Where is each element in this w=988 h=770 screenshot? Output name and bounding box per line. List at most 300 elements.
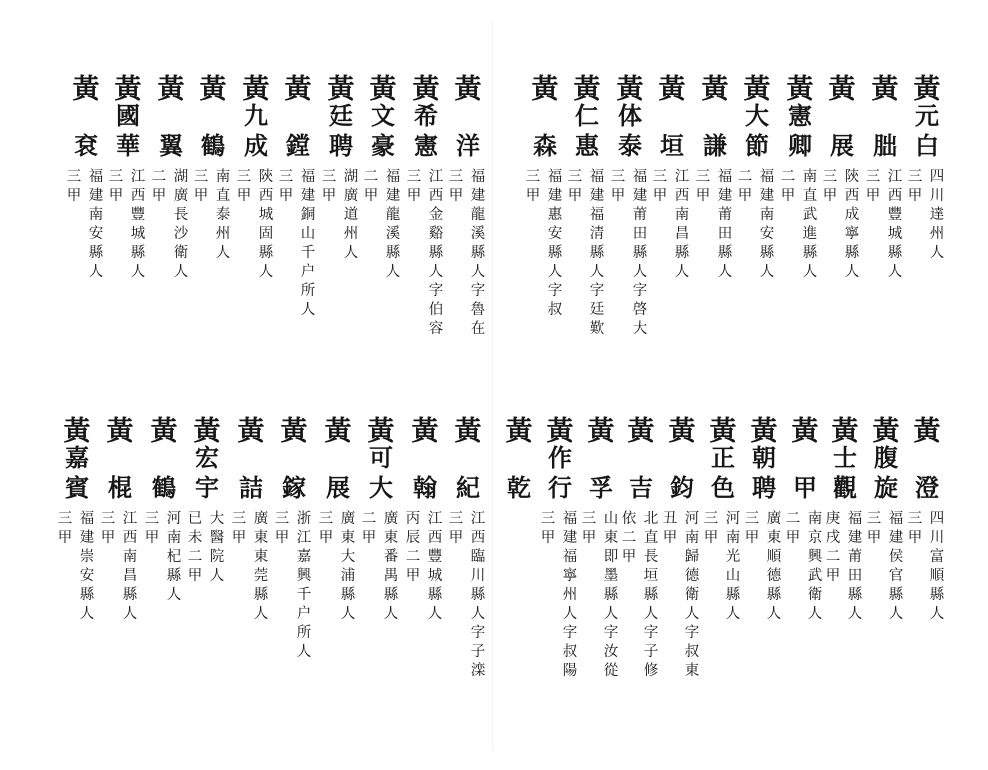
surname-char: 黃 [106,416,134,447]
native-place-char: 興 [807,549,823,565]
native-place-char: 山 [603,511,619,527]
surname-char: 黃 [587,416,615,447]
courtesy-name-char: 字 [603,625,619,641]
native-place-char: 東 [340,530,356,546]
native-place-char: 縣 [929,587,945,603]
surname-char: 黃 [284,74,312,105]
courtesy-name-char: 伯 [428,302,444,318]
courtesy-name-char: 廷 [589,302,605,318]
given-name-char: 洋 [456,131,480,160]
native-place-char: 縣 [166,568,182,584]
native-place-char: 人 [343,245,359,261]
courtesy-name-char: 子 [643,644,659,660]
native-place-char: 縣 [725,587,741,603]
courtesy-name-char: 陽 [562,663,578,679]
courtesy-name-char: 字 [632,283,648,299]
native-place-char: 人 [929,606,945,622]
given-name-char: 成 [244,131,268,160]
exam-rank-char: 甲 [907,530,923,546]
exam-rank-char: 二 [405,549,421,565]
given-name-char: 乾 [507,473,531,502]
exam-rank-char: 三 [231,511,247,527]
surname-char: 黃 [193,416,221,447]
native-place-char: 人 [684,606,700,622]
given-name-char: 色 [711,473,735,502]
native-place-char: 人 [929,245,945,261]
native-place-char: 南 [725,530,741,546]
native-place-char: 縣 [766,587,782,603]
native-place-char: 人 [847,606,863,622]
native-place-char: 四 [929,169,945,185]
exam-rank-char: 二 [825,549,841,565]
exam-rank-char: 甲 [610,188,626,204]
native-place-char: 廣 [383,511,399,527]
exam-rank-char: 甲 [825,568,841,584]
native-place-char: 人 [79,606,95,622]
native-place-char: 東 [253,530,269,546]
native-place-char: 長 [173,207,189,223]
native-place-char: 户 [300,264,316,280]
native-place-char: 縣 [383,587,399,603]
native-place-char: 南 [802,169,818,185]
given-name-char: 鈞 [670,473,694,502]
exam-rank-char: 甲 [363,188,379,204]
given-name-char: 九 [244,101,268,130]
given-name-char: 可 [369,443,393,472]
surname-char: 黃 [150,416,178,447]
exam-rank-char: 三 [907,511,923,527]
courtesy-name-char: 大 [632,321,648,337]
surname-char: 黃 [701,74,729,105]
courtesy-name-char: 字 [562,625,578,641]
native-place-char: 豐 [130,207,146,223]
native-place-char: 河 [166,511,182,527]
native-place-char: 縣 [643,587,659,603]
native-place-char: 浙 [296,511,312,527]
native-place-char: 人 [296,644,312,660]
exam-rank-char: 三 [66,169,82,185]
exam-rank-char: 甲 [780,188,796,204]
surname-char: 黃 [750,416,778,447]
native-place-char: 縣 [79,587,95,603]
native-place-char: 人 [802,264,818,280]
native-place-char: 墨 [603,568,619,584]
native-place-char: 官 [888,568,904,584]
given-name-char: 澄 [915,473,939,502]
native-place-char: 京 [807,530,823,546]
exam-rank-char: 戌 [825,530,841,546]
native-place-char: 垣 [643,568,659,584]
native-place-char: 千 [296,587,312,603]
native-place-char: 建 [385,188,401,204]
given-name-char: 憲 [414,131,438,160]
native-place-char: 縣 [88,245,104,261]
native-place-char: 四 [929,511,945,527]
native-place-char: 直 [643,530,659,546]
native-place-char: 武 [807,568,823,584]
native-place-char: 沙 [173,226,189,242]
courtesy-name-char: 修 [643,663,659,679]
native-place-char: 人 [717,264,733,280]
courtesy-name-char: 字 [470,625,486,641]
exam-rank-char: 甲 [567,188,583,204]
native-place-char: 人 [632,264,648,280]
native-place-char: 安 [759,226,775,242]
native-place-char: 溪 [470,226,486,242]
exam-rank-char: 甲 [662,530,678,546]
native-place-char: 州 [343,226,359,242]
given-name-char: 正 [711,443,735,472]
native-place-char: 南 [88,207,104,223]
native-place-char: 河 [725,511,741,527]
native-place-char: 人 [173,264,189,280]
exam-rank-char: 三 [193,169,209,185]
surname-char: 黃 [157,74,185,105]
entry-column [229,418,273,718]
native-place-char: 福 [547,169,563,185]
given-name-char: 賓 [65,473,89,502]
exam-rank-char: 甲 [822,188,838,204]
native-place-char: 福 [562,549,578,565]
courtesy-name-char: 汝 [603,644,619,660]
native-place-char: 福 [888,511,904,527]
surname-char: 黃 [786,74,814,105]
native-place-char: 田 [717,226,733,242]
native-place-char: 千 [300,245,316,261]
exam-rank-char: 三 [57,511,73,527]
native-place-char: 川 [470,568,486,584]
given-name-char: 行 [548,473,572,502]
surname-char: 黃 [114,74,142,105]
native-place-char: 廣 [343,188,359,204]
native-place-char: 人 [253,606,269,622]
native-place-char: 建 [547,188,563,204]
native-place-char: 德 [766,568,782,584]
given-name-char: 鎵 [282,473,306,502]
native-place-char: 縣 [802,245,818,261]
surname-char: 黃 [199,74,227,105]
native-place-char: 人 [258,264,274,280]
native-place-char: 縣 [122,587,138,603]
native-place-char: 直 [215,188,231,204]
native-place-char: 福 [88,169,104,185]
entry-column [446,418,490,718]
native-place-char: 城 [130,226,146,242]
native-place-char: 人 [603,606,619,622]
native-place-char: 江 [427,511,443,527]
native-place-char: 廣 [253,511,269,527]
native-place-char: 寧 [562,568,578,584]
native-place-char: 縣 [258,245,274,261]
exam-rank-char: 甲 [540,530,556,546]
native-place-char: 福 [717,169,733,185]
native-place-char: 所 [300,283,316,299]
exam-rank-char: 三 [144,511,160,527]
given-name-char: 希 [414,101,438,130]
native-place-char: 進 [802,226,818,242]
courtesy-name-char: 字 [589,283,605,299]
surname-char: 黃 [531,74,559,105]
native-place-char: 建 [470,188,486,204]
native-place-char: 醫 [209,530,225,546]
exam-rank-char: 甲 [187,568,203,584]
given-name-char: 袞 [74,131,98,160]
native-place-char: 臨 [470,549,486,565]
native-place-char: 人 [807,606,823,622]
courtesy-name-char: 啓 [632,302,648,318]
exam-rank-char: 三 [567,169,583,185]
native-place-char: 人 [428,264,444,280]
given-name-char: 体 [618,101,642,130]
native-place-char: 人 [766,606,782,622]
given-name-char: 作 [548,443,572,472]
native-place-char: 城 [258,207,274,223]
surname-char: 黃 [454,74,482,105]
courtesy-name-char: 字 [643,625,659,641]
native-place-char: 順 [929,568,945,584]
exam-rank-char: 三 [540,511,556,527]
exam-rank-char: 甲 [405,568,421,584]
native-place-char: 直 [802,188,818,204]
native-place-char: 縣 [847,587,863,603]
native-place-char: 昌 [674,226,690,242]
given-name-char: 觀 [833,473,857,502]
given-name-char: 展 [830,131,854,160]
native-place-char: 人 [88,264,104,280]
native-place-char: 建 [300,188,316,204]
exam-rank-char: 三 [695,169,711,185]
native-place-char: 人 [385,264,401,280]
given-name-char: 仁 [575,101,599,130]
surname-char: 黃 [913,74,941,105]
exam-rank-char: 二 [785,511,801,527]
native-place-char: 長 [643,549,659,565]
exam-rank-char: 甲 [621,549,637,565]
native-place-char: 人 [674,264,690,280]
surname-char: 黃 [324,416,352,447]
entry-column [359,418,403,718]
entry-column [316,418,360,718]
native-place-char: 人 [547,264,563,280]
native-place-char: 安 [88,226,104,242]
native-place-char: 建 [88,188,104,204]
native-place-char: 莞 [253,568,269,584]
native-place-char: 大 [209,511,225,527]
native-place-char: 人 [470,606,486,622]
native-place-char: 陝 [844,169,860,185]
native-place-char: 福 [759,169,775,185]
native-place-char: 武 [802,207,818,223]
native-place-char: 田 [632,226,648,242]
exam-rank-char: 甲 [865,188,881,204]
exam-rank-char: 甲 [274,530,290,546]
courtesy-name-char: 魯 [470,302,486,318]
native-place-char: 南 [122,549,138,565]
native-place-char: 東 [383,530,399,546]
native-place-char: 建 [759,188,775,204]
native-place-char: 田 [847,568,863,584]
exam-rank-char: 三 [236,169,252,185]
native-place-char: 建 [79,530,95,546]
native-place-char: 光 [725,549,741,565]
given-name-char: 腹 [874,443,898,472]
exam-rank-char: 甲 [318,530,334,546]
surname-char: 黃 [369,74,397,105]
native-place-char: 縣 [427,587,443,603]
surname-char: 黃 [616,74,644,105]
exam-rank-char: 三 [907,169,923,185]
native-place-char: 江 [296,530,312,546]
exam-rank-char: 三 [274,511,290,527]
exam-rank-char: 甲 [448,530,464,546]
native-place-char: 人 [887,264,903,280]
surname-char: 黃 [872,416,900,447]
native-place-char: 人 [470,264,486,280]
exam-rank-char: 甲 [231,530,247,546]
surname-char: 黃 [573,74,601,105]
native-place-char: 莆 [717,207,733,223]
native-place-char: 福 [632,169,648,185]
exam-rank-char: 甲 [744,530,760,546]
surname-char: 黃 [791,416,819,447]
native-place-char: 惠 [547,207,563,223]
given-name-char: 國 [116,101,140,130]
given-name-char: 廷 [329,101,353,130]
given-name-char: 展 [326,473,350,502]
native-place-char: 人 [209,568,225,584]
native-place-char: 縣 [340,587,356,603]
native-place-char: 福 [589,207,605,223]
native-place-char: 成 [844,207,860,223]
given-name-char: 森 [533,131,557,160]
native-place-char: 固 [258,226,274,242]
exam-rank-char: 三 [321,169,337,185]
exam-rank-char: 二 [621,530,637,546]
native-place-char: 福 [300,169,316,185]
given-name-char: 泰 [618,131,642,160]
native-place-char: 江 [122,511,138,527]
native-place-char: 禺 [383,568,399,584]
native-place-char: 州 [562,587,578,603]
native-place-char: 南 [759,207,775,223]
native-place-char: 南 [807,511,823,527]
given-name-char: 朏 [873,131,897,160]
exam-rank-char: 甲 [866,530,882,546]
exam-rank-char: 依 [621,511,637,527]
native-place-char: 人 [122,606,138,622]
exam-rank-char: 甲 [652,188,668,204]
native-place-char: 西 [428,188,444,204]
courtesy-name-char: 字 [428,283,444,299]
courtesy-name-char: 子 [470,644,486,660]
surname-char: 黃 [411,416,439,447]
native-place-char: 福 [562,511,578,527]
entry-column [142,418,186,718]
native-place-char: 州 [929,226,945,242]
native-place-char: 衛 [807,587,823,603]
native-place-char: 昌 [122,568,138,584]
native-place-char: 人 [215,245,231,261]
given-name-char: 紀 [456,473,480,502]
exam-rank-char: 三 [318,511,334,527]
native-place-char: 所 [296,625,312,641]
native-place-char: 縣 [759,245,775,261]
native-place-char: 江 [674,169,690,185]
given-name-char: 甲 [793,473,817,502]
native-place-char: 人 [340,606,356,622]
courtesy-name-char: 從 [603,663,619,679]
given-name-char: 華 [116,131,140,160]
native-place-char: 寧 [844,226,860,242]
exam-rank-char: 二 [151,169,167,185]
exam-rank-char: 三 [406,169,422,185]
courtesy-name-char: 歎 [589,321,605,337]
given-name-char: 卿 [788,131,812,160]
native-place-char: 縣 [844,245,860,261]
native-place-char: 江 [428,169,444,185]
courtesy-name-char: 滦 [470,663,486,679]
native-place-char: 户 [296,606,312,622]
native-place-char: 西 [844,188,860,204]
native-place-char: 西 [122,530,138,546]
exam-rank-char: 三 [448,169,464,185]
native-place-char: 福 [847,511,863,527]
native-place-char: 西 [130,188,146,204]
given-name-char: 翰 [413,473,437,502]
exam-rank-char: 三 [448,511,464,527]
native-place-char: 安 [79,568,95,584]
exam-rank-char: 甲 [278,188,294,204]
native-place-char: 廣 [340,511,356,527]
native-place-char: 院 [209,549,225,565]
surname-char: 黃 [367,416,395,447]
native-place-char: 江 [887,169,903,185]
native-place-char: 縣 [385,245,401,261]
surname-char: 黃 [913,416,941,447]
native-place-char: 廣 [173,188,189,204]
courtesy-name-char: 字 [470,283,486,299]
native-place-char: 人 [427,606,443,622]
native-place-char: 順 [766,549,782,565]
given-name-char: 孚 [589,473,613,502]
native-place-char: 人 [759,264,775,280]
given-name-char: 鶴 [152,473,176,502]
surname-char: 黃 [63,416,91,447]
native-place-char: 人 [643,606,659,622]
native-place-char: 建 [562,530,578,546]
surname-char: 黃 [627,416,655,447]
native-place-char: 城 [887,226,903,242]
surname-char: 黃 [546,416,574,447]
native-place-char: 縣 [603,587,619,603]
native-place-char: 縣 [674,245,690,261]
surname-char: 黃 [505,416,533,447]
native-place-char: 豐 [427,549,443,565]
native-place-char: 川 [929,530,945,546]
surname-char: 黃 [871,74,899,105]
native-place-char: 西 [470,530,486,546]
native-place-char: 龍 [470,207,486,223]
given-name-char: 鏜 [286,131,310,160]
native-place-char: 金 [428,207,444,223]
given-name-char: 鶴 [201,131,225,160]
native-place-char: 人 [300,302,316,318]
native-place-char: 建 [847,530,863,546]
surname-char: 黃 [668,416,696,447]
native-place-char: 建 [717,188,733,204]
surname-char: 黃 [828,74,856,105]
native-place-char: 即 [603,549,619,565]
